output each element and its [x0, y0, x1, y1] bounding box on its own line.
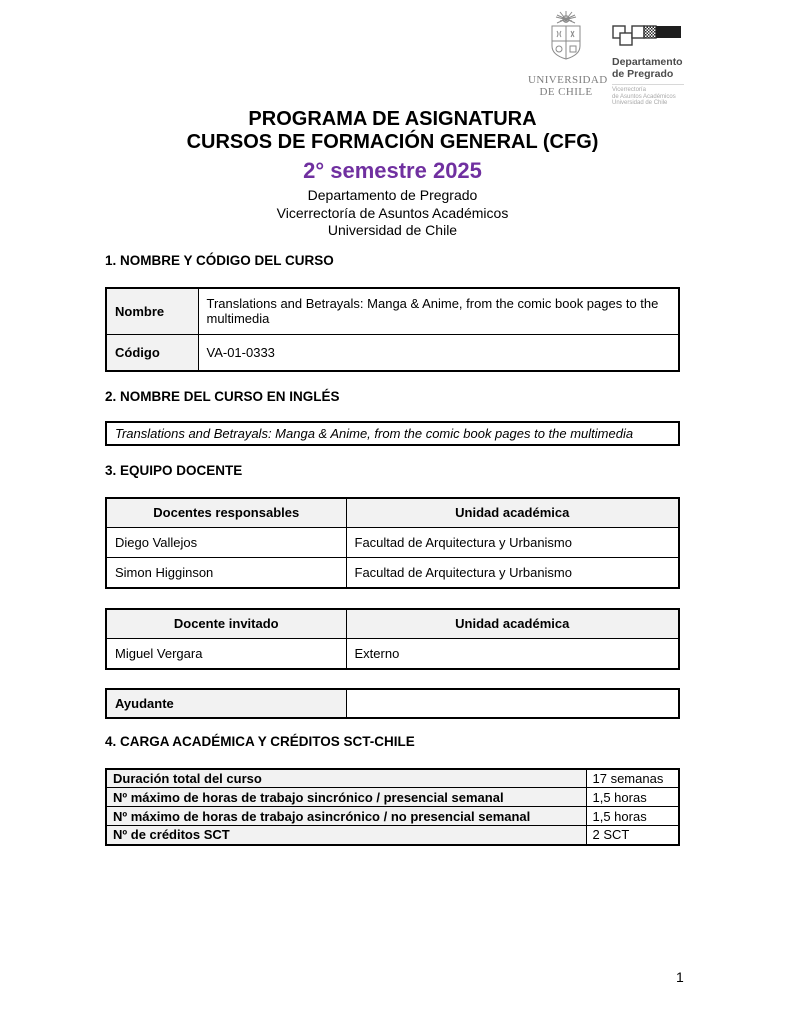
english-name-box: Translations and Betrayals: Manga & Anime, from the comic book pages to the multimedia: [105, 421, 680, 446]
responsables-col1-header: Docentes responsables: [106, 498, 346, 528]
section-2-heading: 2. NOMBRE DEL CURSO EN INGLÉS: [105, 388, 340, 404]
section-1-heading: 1. NOMBRE Y CÓDIGO DEL CURSO: [105, 252, 334, 268]
section-3-heading: 3. EQUIPO DOCENTE: [105, 462, 243, 478]
carga-label: Nº máximo de horas de trabajo asincrónico / no presencial semanal: [106, 807, 586, 826]
course-name-table: [105, 287, 680, 372]
title-block: [105, 108, 680, 240]
pregrado-logo-sub-line3: Universidad de Chile: [612, 100, 668, 106]
responsables-col2-header: Unidad académica: [346, 498, 679, 528]
document-title-line2: CURSOS DE FORMACIÓN GENERAL (CFG): [186, 131, 599, 153]
table-row: [106, 288, 679, 335]
subtitle-departamento: Departamento de Pregrado: [307, 187, 478, 203]
docente-invitado-table: [105, 608, 680, 670]
pregrado-logo-sub-line2: de Asuntos Académicos: [612, 93, 676, 100]
section-4-heading: 4. CARGA ACADÉMICA Y CRÉDITOS SCT-CHILE: [105, 733, 415, 749]
carga-label: Duración total del curso: [106, 769, 586, 788]
docente-unit: Facultad de Arquitectura y Urbanismo: [346, 528, 679, 558]
invitado-name: Miguel Vergara: [106, 639, 346, 669]
invitado-unit: Externo: [346, 639, 679, 669]
table-row: [106, 528, 679, 558]
subtitle-vicerrectoria: Vicerrectoría de Asuntos Académicos: [276, 204, 509, 221]
table-row: [106, 826, 679, 845]
nombre-value: Translations and Betrayals: Manga & Anime, from the comic book pages to the multimedia: [198, 288, 679, 335]
table-row: [106, 639, 679, 669]
docentes-responsables-table: [105, 497, 680, 589]
table-row: [106, 335, 679, 371]
uchile-logo-line1: UNIVERSIDAD: [528, 74, 608, 86]
docente-unit: Facultad de Arquitectura y Urbanismo: [346, 558, 679, 588]
ayudante-table: [105, 688, 680, 719]
document-title-line1: PROGRAMA DE ASIGNATURA: [248, 108, 537, 130]
carga-label: Nº máximo de horas de trabajo sincrónico / presencial semanal: [106, 788, 586, 807]
table-header-row: [106, 498, 679, 528]
table-row: [106, 689, 679, 718]
table-row: [106, 769, 679, 788]
pregrado-logo-sub-line1: Vicerrectoría: [612, 87, 646, 93]
docente-name: Simon Higginson: [106, 558, 346, 588]
carga-value: 17 semanas: [586, 769, 679, 788]
pregrado-logo-title-line2: de Pregrado: [612, 67, 674, 80]
page-number: 1: [676, 969, 684, 985]
subtitle-universidad: Universidad de Chile: [327, 222, 458, 238]
codigo-label: Código: [106, 335, 198, 371]
invitado-col1-header: Docente invitado: [106, 609, 346, 639]
carga-label: Nº de créditos SCT: [106, 826, 586, 845]
carga-value: 2 SCT: [586, 826, 679, 845]
table-row: [106, 558, 679, 588]
docente-name: Diego Vallejos: [106, 528, 346, 558]
document-content: [105, 0, 680, 846]
carga-value: 1,5 horas: [586, 807, 679, 826]
pregrado-logo-title-line1: Departamento: [612, 56, 683, 68]
table-header-row: [106, 609, 679, 639]
table-row: [106, 807, 679, 826]
uchile-logo-line2: DE CHILE: [539, 86, 593, 98]
nombre-label: Nombre: [106, 288, 198, 335]
table-row: [106, 788, 679, 807]
carga-academica-table: [105, 768, 680, 846]
semester-title: 2° semestre 2025: [303, 158, 482, 183]
invitado-col2-header: Unidad académica: [346, 609, 679, 639]
codigo-value: VA-01-0333: [198, 335, 679, 371]
ayudante-label: Ayudante: [106, 689, 346, 718]
carga-value: 1,5 horas: [586, 788, 679, 807]
ayudante-value: [346, 689, 679, 718]
